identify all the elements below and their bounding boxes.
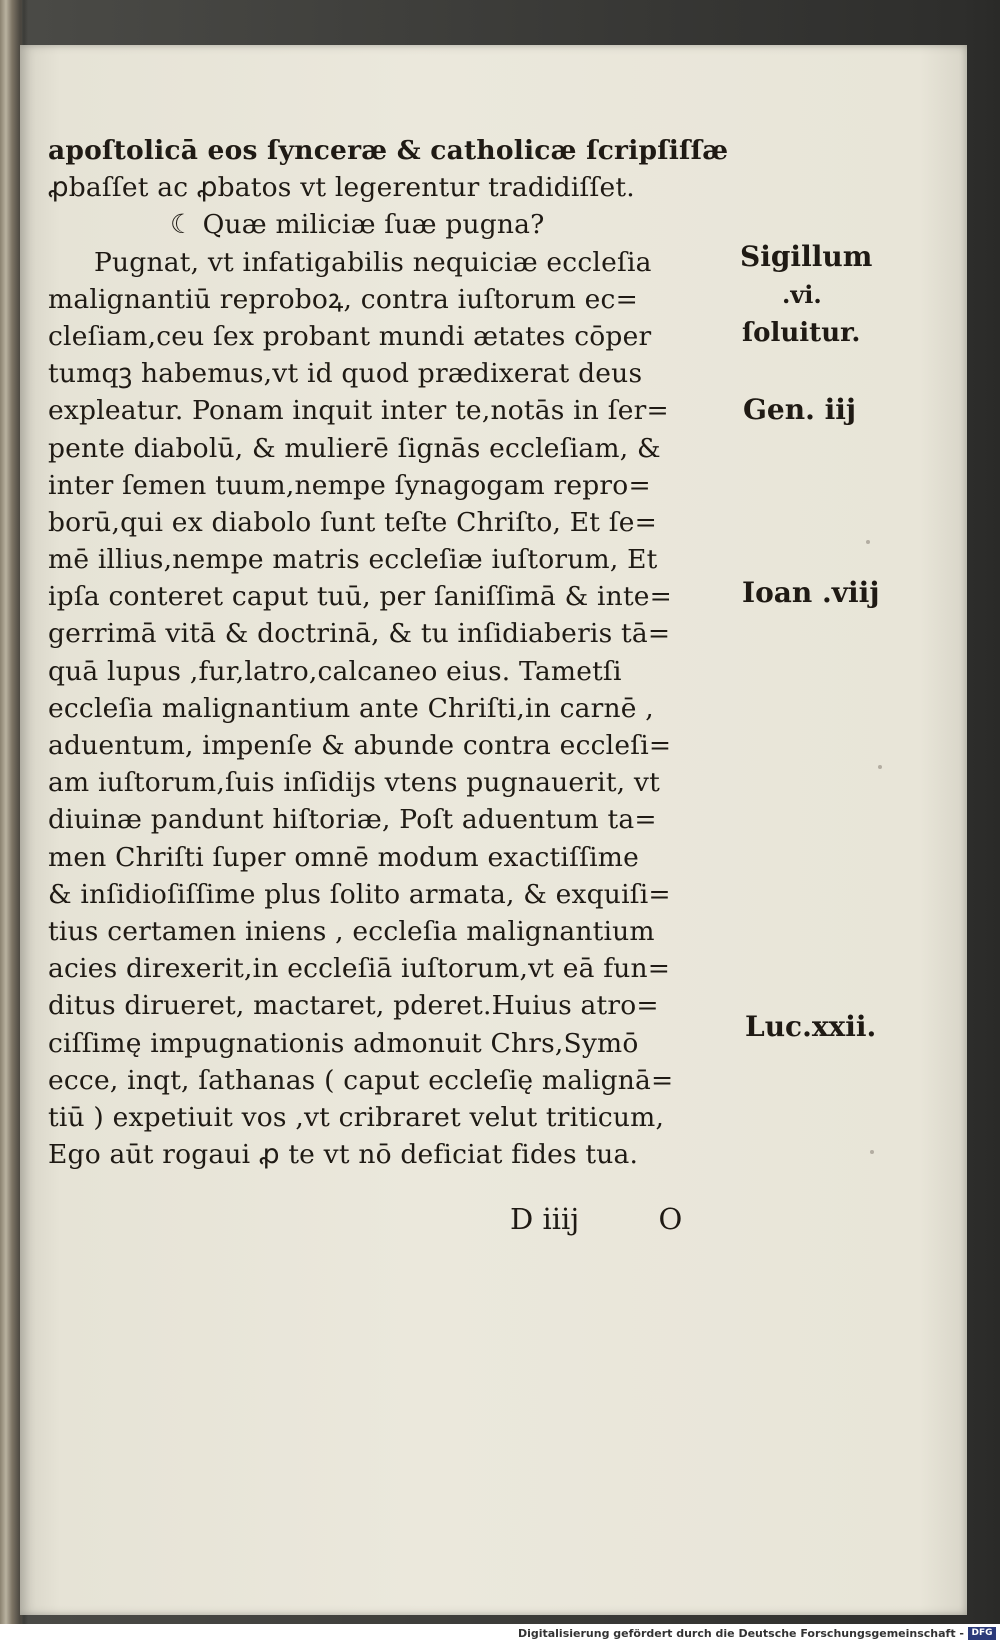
page-speck [870,1150,874,1154]
text-line: eccleſia malignantium ante Chriſti,in carnē , [48,692,654,724]
page-speck [866,540,870,544]
text-line: acies direxerit,in eccleſiā iuſtorum,vt eā fun= [48,953,671,985]
signature-mark-row [510,1202,682,1236]
margin-note-gen: Gen. iij [743,393,856,426]
text-line: men Chriſti ſuper omnē modum exactiſſime [48,841,639,873]
margin-note-sigillum: Sigillum [740,240,873,273]
text-line: malignantiū reproboꝝ, contra iuſtorum ec= [48,283,638,315]
book-spine-edge [0,0,22,1624]
section-heading: ☾ Quæ miliciæ ſuæ pugna? [170,209,545,241]
text-line: pente diabolū, & mulierē ſignās eccleſiam, & [48,432,661,464]
main-text-block [48,132,738,1173]
margin-note-soluitur: ſoluitur. [742,318,861,348]
text-line: ecce, inqt, ſathanas ( caput eccleſię malignā= [48,1064,674,1096]
text-line: borū,qui ex diabolo ſunt teſte Chriſto, Et ſe= [48,506,658,538]
text-line: ipſa conteret caput tuū, per ſaniſſimā & inte= [48,581,673,613]
text-line: ciſſimę impugnationis admonuit Chrs,Symō [48,1027,639,1059]
text-line: apoſtolicā eos ſynceræ & catholicæ ſcripſiſſæ [48,135,729,166]
text-line: & inſidioſiſſime plus ſolito armata, & exquiſi= [48,878,671,910]
text-line: Pugnat, vt infatigabilis nequiciæ eccleſia [94,246,652,278]
text-line: tius certamen iniens , eccleſia malignantium [48,915,655,947]
text-line: cleſiam,ceu ſex probant mundi ætates cōper [48,320,652,352]
catchword: O [658,1202,683,1236]
text-line: Ego aūt rogaui ꝓ te vt nō deficiat fides tua. [48,1139,639,1171]
text-line: gerrimā vitā & doctrinā, & tu inſidiaberis tā= [48,618,671,650]
text-line: tumqꝫ habemus,vt id quod prædixerat deus [48,358,643,390]
text-line: aduentum, impenſe & abunde contra eccleſi= [48,730,672,761]
text-line: expleatur. Ponam inquit inter te,notās in ſer= [48,395,669,427]
footer-bar [0,1624,1000,1644]
margin-note-vi: .vi. [782,280,822,309]
text-line: am iuſtorum,ſuis inſidijs vtens pugnauerit, vt [48,767,660,799]
text-line: ꝓbaſſet ac ꝓbatos vt legerentur tradidiſſet. [48,172,635,204]
text-line: mē illius,nempe matris eccleſiæ iuſtorum, Et [48,544,658,576]
page-speck [878,765,882,769]
margin-note-ioan: Ioan .viij [742,576,880,609]
dfg-logo: DFG [968,1627,996,1640]
text-line: tiū ) expetiuit vos ,vt cribraret velut triticum, [48,1101,665,1133]
signature-mark: D iiij [510,1202,580,1236]
text-line: quā lupus ,fur,latro,calcaneo eius. Tametſi [48,655,622,687]
margin-note-luc: Luc.xxii. [745,1010,877,1043]
text-line: ditus dirueret, mactaret, pderet.Huius atro= [48,990,659,1022]
text-line: inter ſemen tuum,nempe ſynagogam repro= [48,469,651,501]
funding-credit: Digitalisierung gefördert durch die Deutsche Forschungsgemeinschaft - [517,1627,964,1640]
text-line: diuinæ pandunt hiſtoriæ, Poſt aduentum ta= [48,804,657,836]
